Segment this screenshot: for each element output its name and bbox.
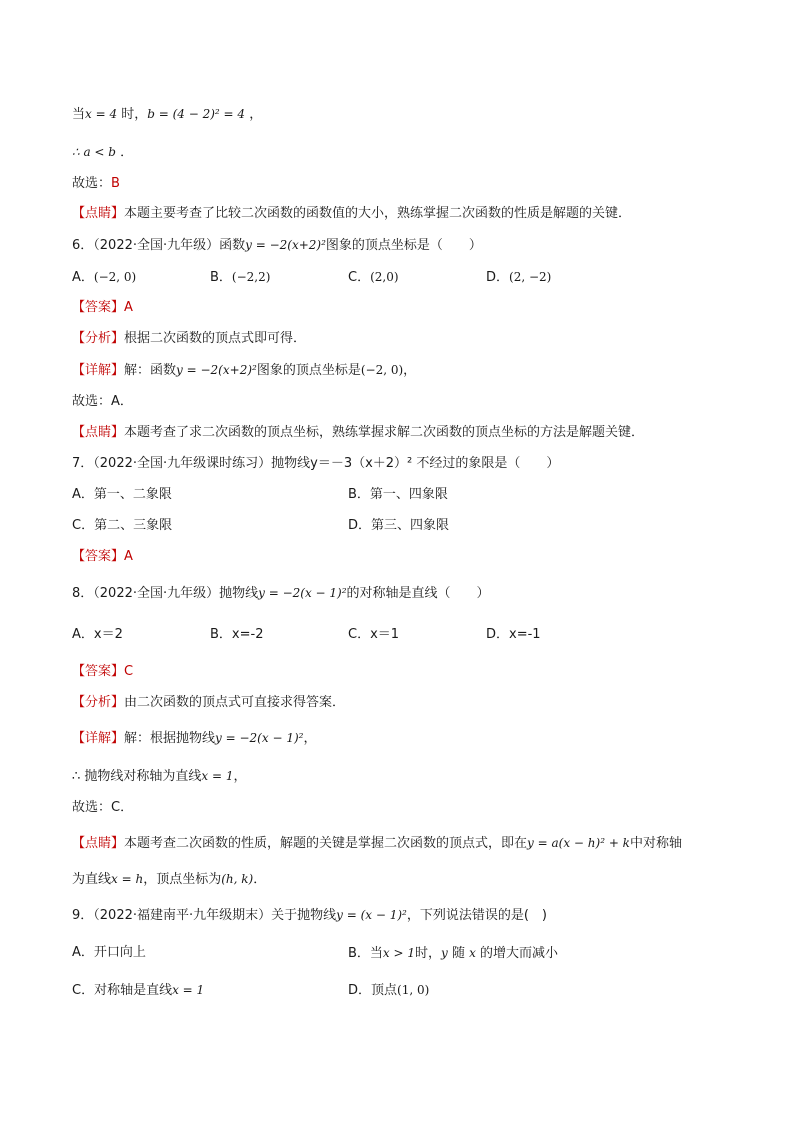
line-therefore: ∴ a < b ． [72,145,134,160]
q8-answer: 【答案】C [72,664,134,679]
q8-option-c: C．x＝1 [348,627,400,642]
q8-option-d: D．x=-1 [486,627,541,642]
q8-option-a: A．x＝2 [72,627,123,642]
q6-commentary: 【点睛】本题考查了求二次函数的顶点坐标，熟练掌握求解二次函数的顶点坐标的方法是解题关键． [72,425,645,440]
q9-option-d: D．顶点(1, 0) [348,983,430,998]
q9-option-a: A．开口向上 [72,945,146,960]
q6-option-c: C．(2,0) [348,270,399,285]
q7-option-b: B．第一、四象限 [348,487,448,502]
q7-option-c: C．第二、三象限 [72,518,173,533]
line-commentary-5: 【点睛】本题主要考查了比较二次函数的函数值的大小，熟练掌握二次函数的性质是解题的关键． [72,206,632,221]
q7-option-a: A．第一、二象限 [72,487,172,502]
q6-analysis: 【分析】根据二次函数的顶点式即可得． [72,331,307,346]
line-choice-b: 故选：B [72,176,120,191]
q8-commentary-line2: 为直线x = h，顶点坐标为(h, k)． [72,872,267,887]
q8-commentary-line1: 【点睛】本题考查二次函数的性质，解题的关键是掌握二次函数的顶点式，即在y = a(x − h)² + k中对称轴 [72,836,682,851]
q6-option-b: B．(−2,2) [210,270,271,285]
math-a-lt-b: ∴ a < b [72,145,116,159]
q6-choice: 故选：A． [72,394,133,409]
q9-option-c: C．对称轴是直线x = 1 [72,983,205,998]
math-x-equals-4: x = 4 [85,107,118,121]
q6-answer: 【答案】A [72,300,133,315]
question-6-stem: 6．（2022·全国·九年级）函数y = −2(x+2)²图象的顶点坐标是（ ） [72,238,482,253]
q7-answer: 【答案】A [72,549,133,564]
question-8-stem: 8．（2022·全国·九年级）抛物线y = −2(x − 1)²的对称轴是直线（ ） [72,586,490,601]
q8-detail: 【详解】解：根据抛物线y = −2(x − 1)²， [72,731,317,746]
q8-therefore: ∴ 抛物线对称轴为直线x = 1， [72,769,247,784]
line-when-x-4: 当x = 4 时，b = (4 − 2)² = 4 ， [72,107,263,122]
q7-option-d: D．第三、四象限 [348,518,450,533]
q9-option-b: B．当x > 1时，y 随 x 的增大而减小 [348,946,558,961]
q8-analysis: 【分析】由二次函数的顶点式可直接求得答案． [72,695,346,710]
q8-choice: 故选：C． [72,800,134,815]
question-7-stem: 7．（2022·全国·九年级课时练习）抛物线y＝－3（x＋2）² 不经过的象限是（ ） [72,456,560,471]
q6-detail: 【详解】解：函数y = −2(x+2)²图象的顶点坐标是(−2, 0)， [72,363,417,378]
q6-option-d: D．(2, −2) [486,270,552,285]
question-9-stem: 9．（2022·福建南平·九年级期末）关于抛物线y = (x − 1)²，下列说法错误的是( ) [72,908,548,923]
math-b-value: b = (4 − 2)² = 4 [147,107,246,121]
q8-option-b: B．x=-2 [210,627,264,642]
q6-option-a: A．(−2, 0) [72,270,137,285]
